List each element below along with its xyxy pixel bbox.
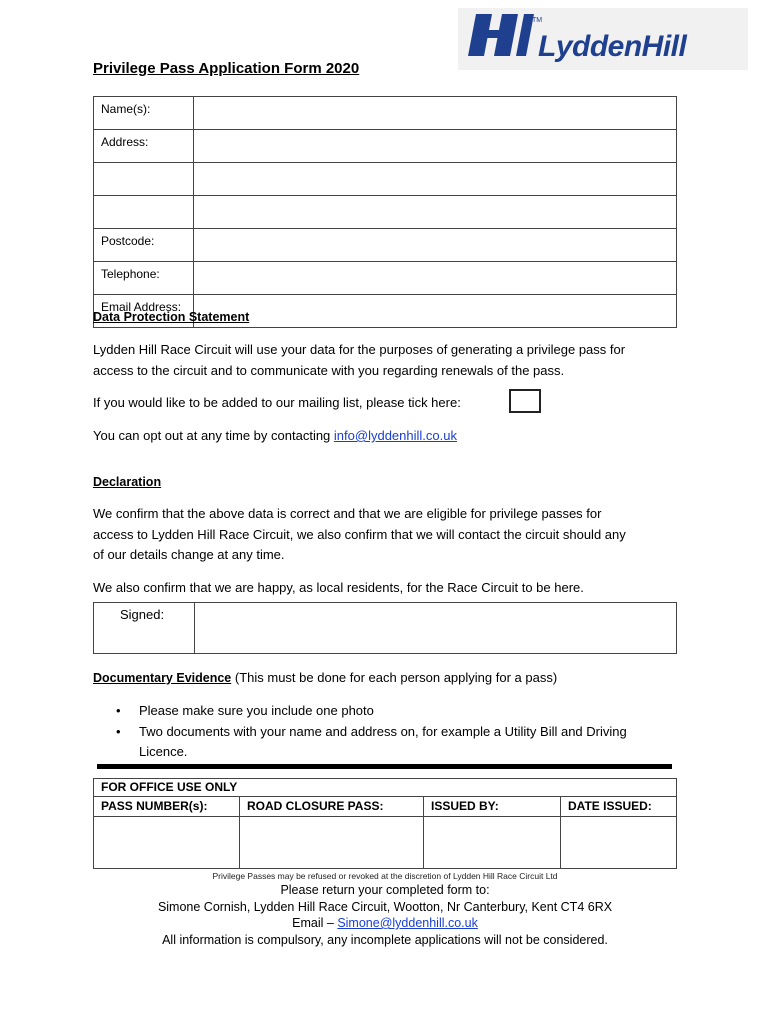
declaration-line: access to Lydden Hill Race Circuit, we also confirm that we will contact the circuit should any xyxy=(93,526,626,542)
form-row xyxy=(94,196,677,229)
road-closure-header: ROAD CLOSURE PASS: xyxy=(247,799,384,813)
data-protection-line: access to the circuit and to communicate with you regarding renewals of the pass. xyxy=(93,362,565,378)
office-row-divider xyxy=(94,796,676,797)
list-item-text: Two documents with your name and address on, for example a Utility Bill and Driving xyxy=(139,723,627,739)
documentary-evidence-note: (This must be done for each person applying for a pass) xyxy=(234,670,558,685)
form-row-label: Telephone: xyxy=(94,262,194,295)
form-row-input[interactable] xyxy=(194,97,677,130)
info-email-link[interactable]: info@lyddenhill.co.uk xyxy=(333,428,457,443)
email-prefix: Email – xyxy=(292,916,334,930)
form-row xyxy=(94,229,677,262)
form-row-input[interactable] xyxy=(194,130,677,163)
declaration-line: We confirm that the above data is correct and that we are eligible for privilege passes for xyxy=(93,506,602,521)
signature-field[interactable] xyxy=(195,603,676,653)
form-row-input[interactable] xyxy=(194,295,677,328)
data-protection-line: Lydden Hill Race Circuit will use your data for the purposes of generating a privilege pass for xyxy=(93,342,626,357)
simone-email-link[interactable]: Simone@lyddenhill.co.uk xyxy=(337,916,478,930)
form-row-label xyxy=(94,196,194,229)
lh-mark-icon xyxy=(468,14,534,56)
form-row-input[interactable] xyxy=(194,163,677,196)
list-item-continuation xyxy=(93,742,693,763)
form-row-input[interactable] xyxy=(194,229,677,262)
page-title: Privilege Pass Application Form 2020 xyxy=(93,60,360,77)
office-col-divider xyxy=(239,797,240,868)
data-protection-paragraph xyxy=(93,340,683,381)
logo-tm: TM xyxy=(532,17,543,24)
evidence-list xyxy=(93,701,693,763)
office-col-divider xyxy=(423,797,424,868)
form-row xyxy=(94,130,677,163)
residents-confirmation: We also confirm that we are happy, as local residents, for the Race Circuit to be here. xyxy=(93,580,584,595)
bullet-icon: • xyxy=(116,723,121,739)
date-issued-header: DATE ISSUED: xyxy=(568,799,652,813)
office-use-heading: FOR OFFICE USE ONLY xyxy=(101,780,238,794)
form-row-label xyxy=(94,163,194,196)
form-row xyxy=(94,163,677,196)
form-row-label: Address: xyxy=(94,130,194,163)
declaration-line: of our details change at any time. xyxy=(93,547,285,562)
declaration-paragraph xyxy=(93,504,683,566)
list-item-text: Please make sure you include one photo xyxy=(139,703,374,718)
return-address: Simone Cornish, Lydden Hill Race Circuit, Wootton, Nr Canterbury, Kent CT4 6RX xyxy=(157,900,613,914)
return-instruction: Please return your completed form to: xyxy=(280,883,490,897)
compulsory-notice: All information is compulsory, any incomplete applications will not be considered. xyxy=(162,933,608,947)
signature-box xyxy=(93,602,677,654)
form-row-label: Name(s): xyxy=(94,97,194,130)
data-protection-heading: Data Protection Statement xyxy=(93,310,250,324)
office-row-divider xyxy=(94,816,676,817)
section-divider xyxy=(97,764,672,769)
mailing-list-text: If you would like to be added to our mailing list, please tick here: xyxy=(93,395,461,410)
pass-number-header: PASS NUMBER(s): xyxy=(101,799,208,813)
bullet-icon: • xyxy=(116,703,121,718)
form-row-label: Email Address: xyxy=(94,295,194,328)
form-row xyxy=(94,262,677,295)
declaration-heading: Declaration xyxy=(93,475,162,489)
documentary-evidence-heading: Documentary Evidence xyxy=(93,671,232,685)
disclaimer-text: Privilege Passes may be refused or revoked at the discretion of Lydden Hill Race Circuit Ltd xyxy=(212,871,558,881)
form-row-input[interactable] xyxy=(194,196,677,229)
office-col-divider xyxy=(560,797,561,868)
return-email-line xyxy=(93,916,677,930)
mailing-list-checkbox[interactable] xyxy=(509,389,541,413)
form-row-label: Postcode: xyxy=(94,229,194,262)
signed-label: Signed: xyxy=(120,607,165,622)
list-item-text: Licence. xyxy=(139,744,188,759)
form-row-input[interactable] xyxy=(194,262,677,295)
issued-by-header: ISSUED BY: xyxy=(431,799,499,813)
list-item xyxy=(93,722,693,743)
lydden-hill-logo xyxy=(458,8,748,70)
list-item xyxy=(93,701,693,722)
signed-label-cell xyxy=(94,603,195,653)
documentary-evidence-line xyxy=(93,670,557,685)
opt-out-text xyxy=(93,426,683,447)
logo-text: LyddenHill xyxy=(538,30,687,63)
opt-out-label: You can opt out at any time by contacting xyxy=(93,428,331,443)
office-use-table xyxy=(93,778,677,869)
form-row xyxy=(94,97,677,130)
applicant-details-table xyxy=(93,96,677,328)
